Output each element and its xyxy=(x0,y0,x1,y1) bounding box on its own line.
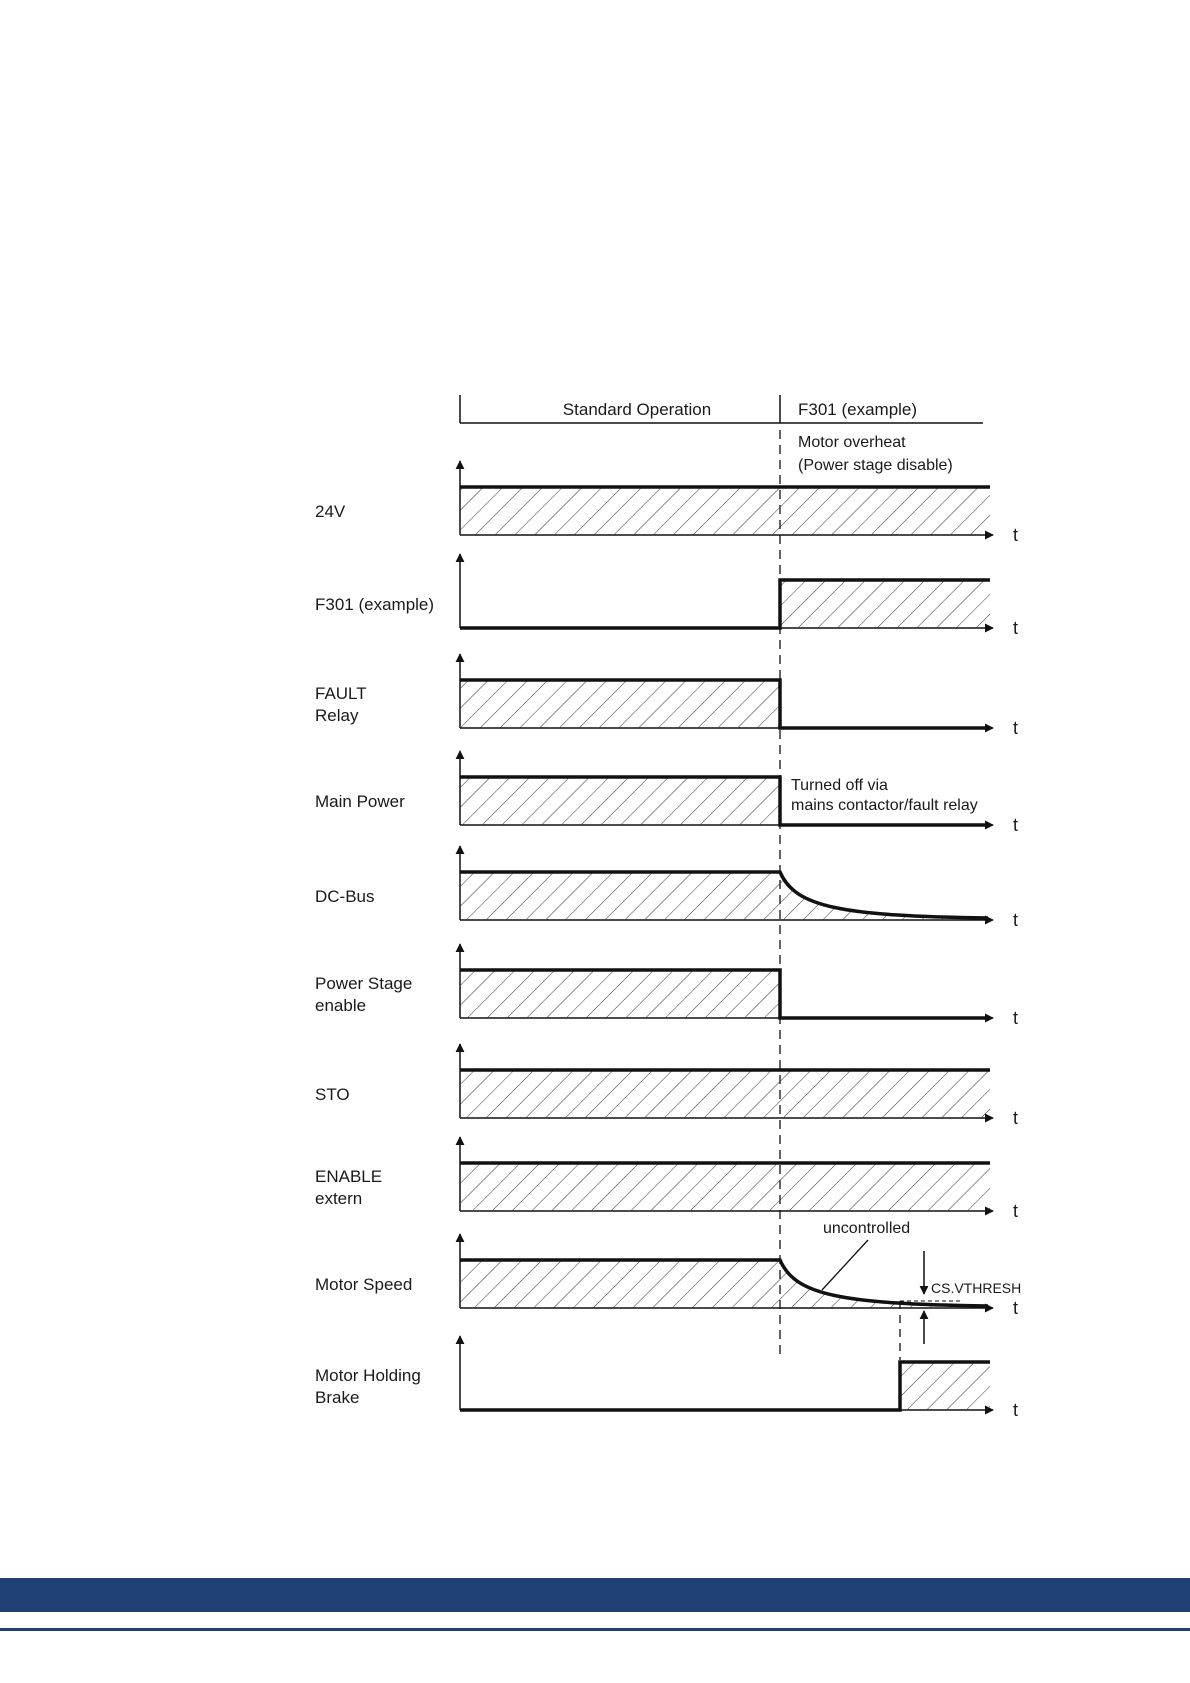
f301-label-line1: F301 (example) xyxy=(315,595,435,614)
uncontrolled-label: uncontrolled xyxy=(823,1220,911,1237)
footer-line xyxy=(0,1628,1190,1631)
dc-bus-label-line1: DC-Bus xyxy=(315,887,375,906)
power-stage-enable-hatch xyxy=(460,970,780,1018)
fault-note-line1: Motor overheat xyxy=(798,434,906,451)
phase-header xyxy=(460,395,983,474)
main-power-note-line2: mains contactor/fault relay xyxy=(791,797,978,814)
fault-relay-label-line2: Relay xyxy=(315,706,359,725)
enable-extern-label-line1: ENABLE xyxy=(315,1167,383,1186)
enable-extern-t-label: t xyxy=(1013,1201,1019,1221)
power-stage-enable-label-line1: Power Stage xyxy=(315,974,413,993)
motor-holding-brake-label-line2: Brake xyxy=(315,1388,360,1407)
f301-hatch xyxy=(780,580,990,628)
phase-standard-label: Standard Operation xyxy=(562,400,712,419)
24v-label-line1: 24V xyxy=(315,502,346,521)
dc-bus-hatch xyxy=(460,872,988,920)
motor-holding-brake-label-line1: Motor Holding xyxy=(315,1366,421,1385)
f301-t-label: t xyxy=(1013,618,1019,638)
fault-relay-t-label: t xyxy=(1013,718,1019,738)
motor-holding-brake-hatch xyxy=(900,1362,990,1410)
uncontrolled-leader xyxy=(822,1240,868,1290)
fault-relay-label-line1: FAULT xyxy=(315,684,367,703)
signal-traces xyxy=(315,461,1018,1420)
footer-bar xyxy=(0,1578,1190,1612)
main-power-hatch xyxy=(460,777,780,825)
main-power-note-line1: Turned off via xyxy=(791,777,888,794)
power-stage-enable-t-label: t xyxy=(1013,1008,1019,1028)
fault-relay-hatch xyxy=(460,680,780,728)
motor-speed-label-line1: Motor Speed xyxy=(315,1275,413,1294)
sto-hatch xyxy=(460,1070,990,1118)
main-power-label-line1: Main Power xyxy=(315,792,405,811)
24v-t-label: t xyxy=(1013,525,1019,545)
enable-extern-label-line2: extern xyxy=(315,1189,363,1208)
sto-t-label: t xyxy=(1013,1108,1019,1128)
sto-label-line1: STO xyxy=(315,1085,350,1104)
dc-bus-t-label: t xyxy=(1013,910,1019,930)
threshold-label: CS.VTHRESH xyxy=(931,1280,1022,1296)
motor-holding-brake-t-label: t xyxy=(1013,1400,1019,1420)
power-stage-enable-label-line2: enable xyxy=(315,996,367,1015)
phase-fault-label: F301 (example) xyxy=(798,400,918,419)
motor-speed-t-label: t xyxy=(1013,1298,1019,1318)
24v-hatch xyxy=(460,487,990,535)
enable-extern-hatch xyxy=(460,1163,990,1211)
fault-note-line2: (Power stage disable) xyxy=(798,457,953,474)
main-power-t-label: t xyxy=(1013,815,1019,835)
